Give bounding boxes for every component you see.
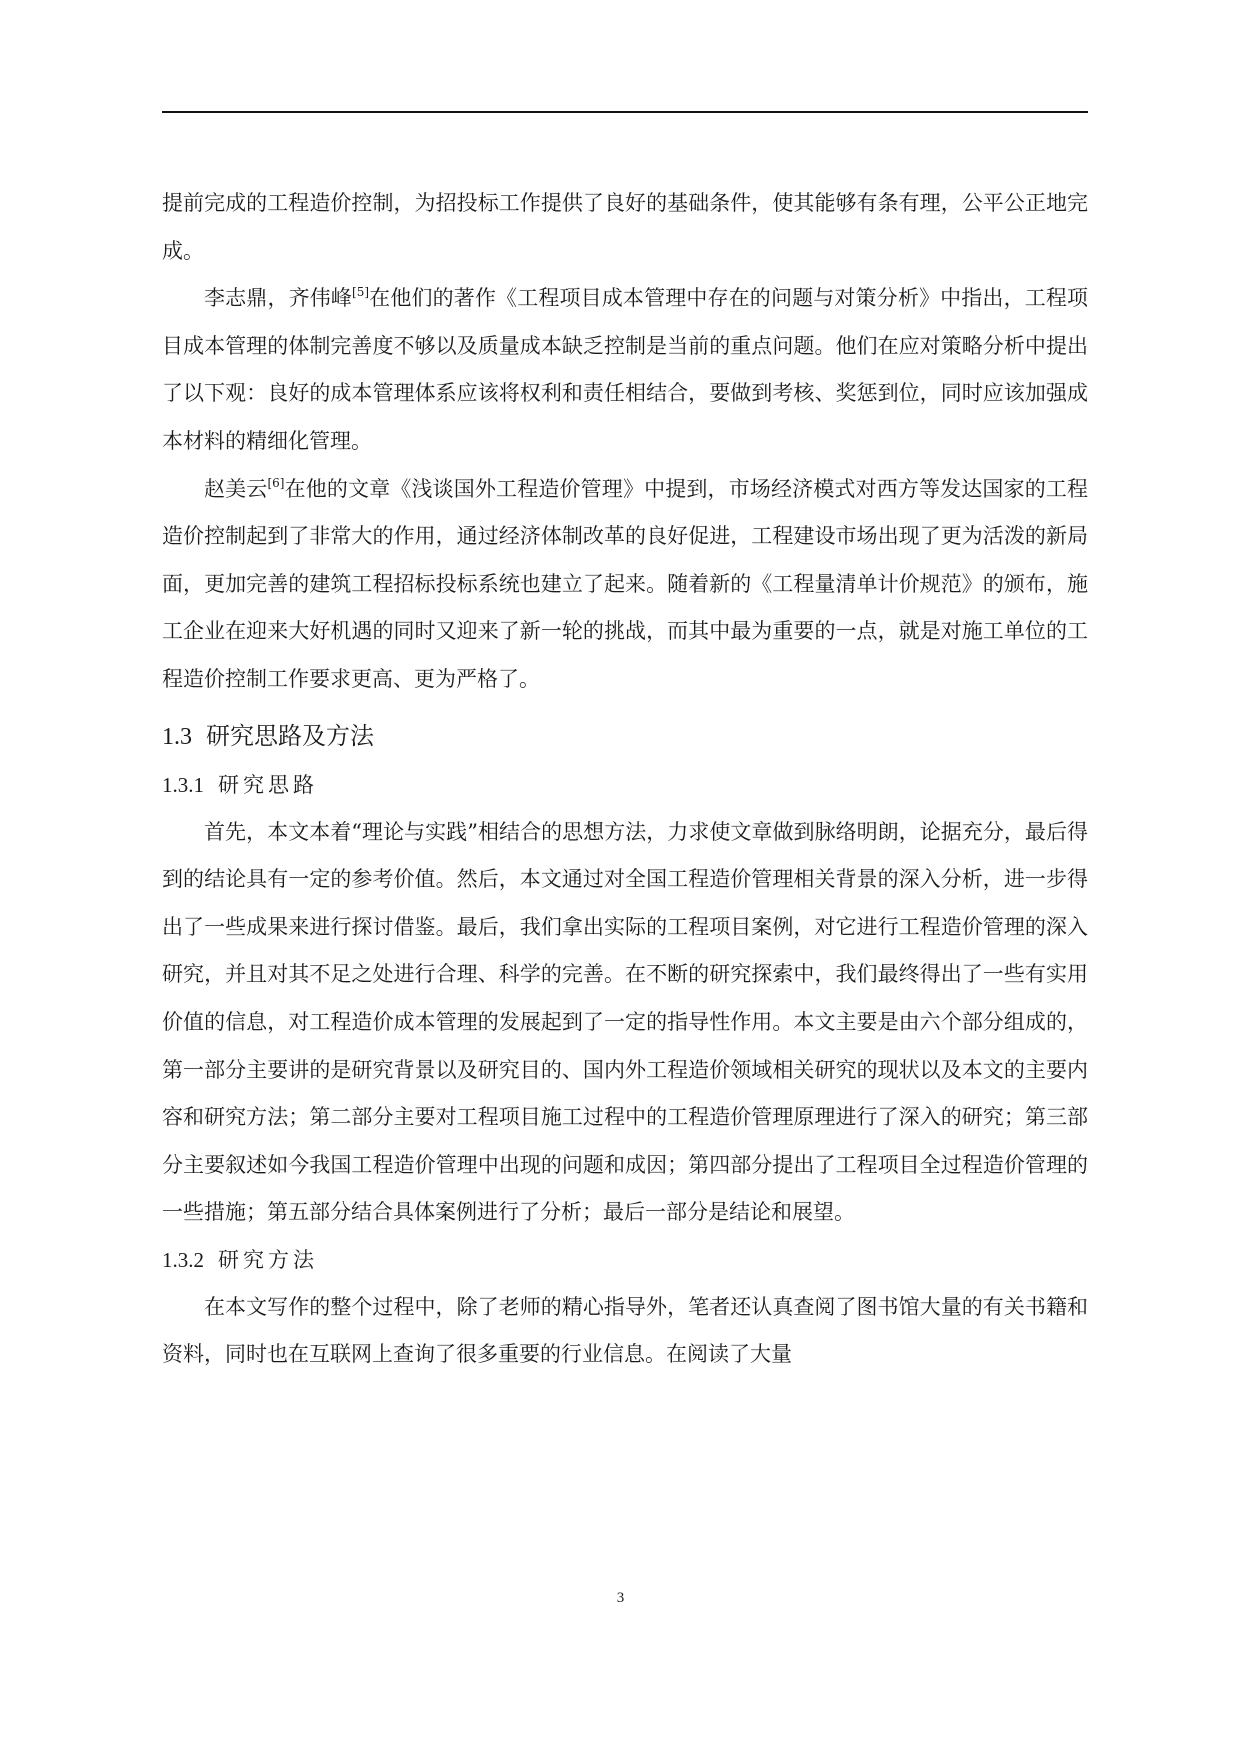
- paragraph-text-start: 李志鼎，齐伟峰: [204, 286, 353, 311]
- subsection-title: 研究方法: [218, 1247, 318, 1272]
- header-rule: [162, 111, 1088, 113]
- subsection-number: 1.3.1: [162, 772, 204, 797]
- paragraph-continuation: 提前完成的工程造价控制，为招投标工作提供了良好的基础条件，使其能够有条有理，公平公正地完成。: [162, 191, 1088, 263]
- paragraph-research-approach: 首先，本文本着“理论与实践”相结合的思想方法，力求使文章做到脉络明朗，论据充分，最后得到的结论具有一定的参考价值。然后，本文通过对全国工程造价管理相关背景的深入分析，进一步得出了一些成果来进行探讨借鉴。最后，我们拿出实际的工程项目案例，对它进行工程造价管理的深入研究，并且对其不足之处进行合理、科学的完善。在不断的研究探索中，我们最终得出了一些有实用价值的信息，对工程造价成本管理的发展起到了一定的指导性作用。本文主要是由六个部分组成的，第一部分主要讲的是研究背景以及研究目的、国内外工程造价领域相关研究的现状以及本文的主要内容和研究方法；第二部分主要对工程项目施工过程中的工程造价管理原理进行了深入的研究；第三部分主要叙述如今我国工程造价管理中出现的问题和成因；第四部分提出了工程项目全过程造价管理的一些措施；第五部分结合具体案例进行了分析；最后一部分是结论和展望。: [162, 819, 1088, 1225]
- paragraph-text-start: 赵美云: [204, 476, 268, 501]
- paragraph-zhao-meiyun: [162, 466, 1088, 704]
- citation-ref-5: [5]: [352, 285, 370, 300]
- section-number: 1.3: [162, 723, 192, 750]
- subsection-number: 1.3.2: [162, 1247, 204, 1272]
- subsection-heading-1-3-1: [162, 762, 1088, 809]
- paragraph-li-zhiding: [162, 275, 1088, 465]
- subsection-title: 研究思路: [218, 772, 318, 797]
- paragraph-research-methods: 在本文写作的整个过程中，除了老师的精心指导外，笔者还认真查阅了图书馆大量的有关书籍和资料，同时也在互联网上查询了很多重要的行业信息。在阅读了大量: [162, 1294, 1088, 1367]
- section-heading-1-3: [162, 710, 1088, 762]
- section-title: 研究思路及方法: [206, 721, 374, 750]
- paragraph-text-rest: 在他们的著作《工程项目成本管理中存在的问题与对策分析》中指出，工程项目成本管理的体制完善度不够以及质量成本缺乏控制是当前的重点问题。他们在应对策略分析中提出了以下观：良好的成本管理体系应该将权利和责任相结合，要做到考核、奖惩到位，同时应该加强成本材料的精细化管理。: [162, 286, 1089, 453]
- subsection-heading-1-3-2: [162, 1237, 1088, 1284]
- paragraph-text-rest: 在他的文章《浅谈国外工程造价管理》中提到，市场经济模式对西方等发达国家的工程造价控制起到了非常大的作用，通过经济体制改革的良好促进，工程建设市场出现了更为活泼的新局面，更加完善的建筑工程招标投标系统也建立了起来。随着新的《工程量清单计价规范》的颁布，施工企业在迎来大好机遇的同时又迎来了新一轮的挑战，而其中最为重要的一点，就是对施工单位的工程造价控制工作要求更高、更为严格了。: [162, 476, 1089, 691]
- citation-ref-6: [6]: [267, 475, 285, 490]
- page-number: 3: [616, 1590, 625, 1606]
- page-body: [162, 180, 1088, 1379]
